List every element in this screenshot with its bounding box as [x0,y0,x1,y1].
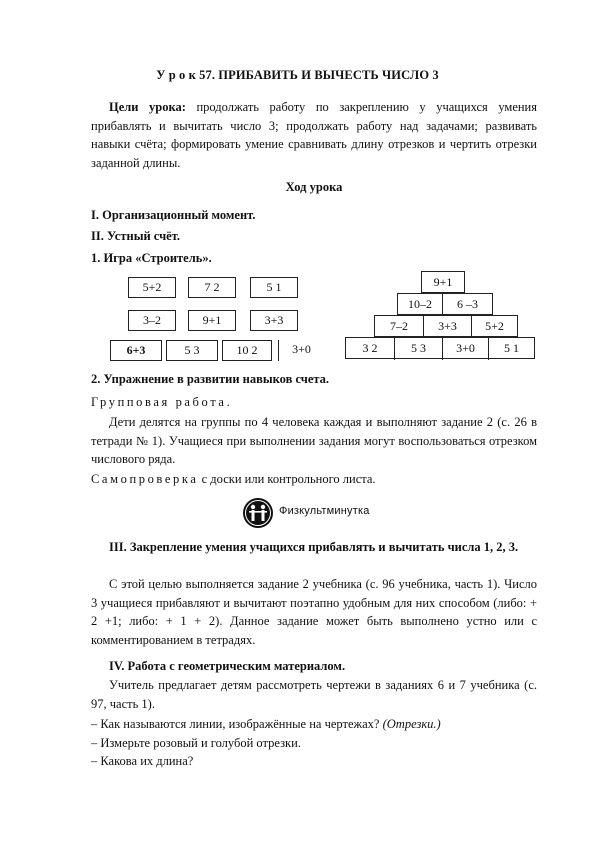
section-1-heading: I. Организационный момент. [91,208,256,222]
lesson-title: У р о к 57. ПРИБАВИТЬ И ВЫЧЕСТЬ ЧИСЛО 3 [156,68,439,82]
question-1-answer: (Отрезки.) [382,717,441,731]
game-box: 3–2 [128,310,176,331]
pyramid-cell: 3+3 [423,316,471,338]
game-box: 5 1 [250,277,298,298]
pyramid-row-1 [421,271,465,293]
game-box: 3+3 [250,310,298,331]
self-check-label: Самопроверка [91,472,199,486]
exercise-2-heading: 2. Упражнение в развитии навыков счета. [91,372,330,386]
game-box: 3+0 [278,340,324,361]
pyramid-cell: 7–2 [390,319,408,333]
pyramid-cell: 3 2 [362,341,378,355]
pyramid-cell: 5+2 [471,316,517,338]
game-box: 6+3 [110,340,162,361]
pyramid-cell: 5 3 [394,338,442,360]
lesson-goals [91,98,537,172]
pyramid-cell: 5 1 [488,338,534,360]
physical-break-banner [241,497,397,529]
game-box: 10 2 [222,340,272,361]
section-3-text: С этой целью выполняется задание 2 учебника (с. 96 учебника, часть 1). Число 3 учащиеся прибавляют и вычитают поэтапно удобным для них способом (либо: + 2 +1; либо: + 1 + 2). Данное задание может быть выполнено устно или с комментированием в тетрадях. [91,577,537,647]
people-icon [241,497,275,529]
pyramid-cell: 3+0 [442,338,488,360]
section-3-heading: III. Закрепление умения учащихся прибавлять и вычитать числа 1, 2, 3. [109,540,519,554]
self-check-line [91,470,537,488]
pyramid-row-2 [397,293,493,315]
course-heading: Ход урока [285,180,343,194]
pyramid-row-3 [374,315,518,337]
pyramid-row-4 [345,337,535,359]
section-2-heading: II. Устный счёт. [91,229,181,243]
question-3: – Какова их длина? [91,754,194,768]
question-2: – Измерьте розовый и голубой отрезки. [91,736,301,750]
pyramid-cell: 10–2 [408,297,432,311]
goals-label: Цели урока: [109,100,186,114]
game-box: 9+1 [188,310,236,331]
pyramid-cell: 6 –3 [442,294,492,316]
question-1 [91,715,537,733]
group-work-label: Групповая работа. [91,395,233,409]
group-work-text: Дети делятся на группы по 4 человека каждая и выполняют задание 2 (с. 26 в тетради № 1). Учащиеся при выполнении задания могут воспользоваться отрезком числового ряда. [91,415,537,466]
physical-break-label: Физкультминутка [279,505,370,517]
goals-text: продолжать работу по закреплению у учащихся умения прибавлять и вычитать число 3; продолжать работу над задачами; развивать навыки счёта; формировать умение сравнивать длину отрезков и чертить отрезки заданной длины. [91,100,537,170]
game-box: 7 2 [188,277,236,298]
game-box: 5 3 [166,340,218,361]
question-1-text: – Как называются линии, изображённые на чертежах? [91,717,383,731]
section-4-text: Учитель предлагает детям рассмотреть чертежи в заданиях 6 и 7 учебника (с. 97, часть 1). [91,678,537,711]
pyramid-cell: 9+1 [433,275,453,289]
self-check-text: с доски или контрольного листа. [198,472,376,486]
game-box: 5+2 [128,277,176,298]
game-title: 1. Игра «Строитель». [91,251,212,265]
section-4-heading: IV. Работа с геометрическим материалом. [109,659,346,673]
